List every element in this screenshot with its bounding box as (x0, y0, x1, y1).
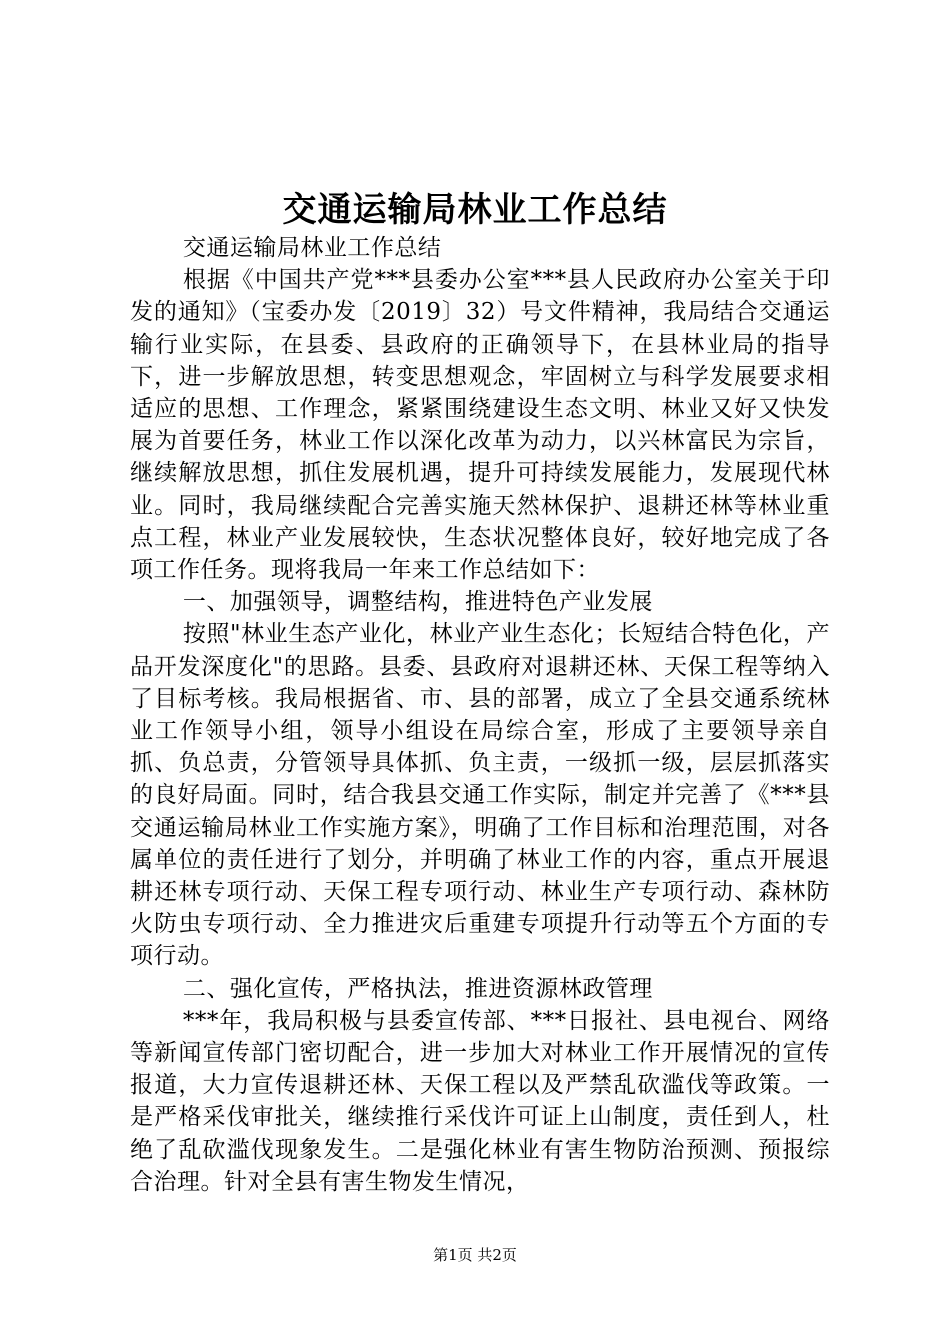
paragraph-intro: 根据《中国共产党***县委办公室***县人民政府办公室关于印发的通知》（宝委办发〔2019〕32）号文件精神，我局结合交通运输行业实际，在县委、县政府的正确领导下，在县林业局的指导下，进一步解放思想，转变思想观念，牢固树立与科学发展要求相适应的思想、工作理念，紧紧围绕建设生态文明、林业又好又快发展为首要任务，林业工作以深化改革为动力，以兴林富民为宗旨，继续解放思想，抓住发展机遇，提升可持续发展能力，发展现代林业。同时，我局继续配合完善实施天然林保护、退耕还林等林业重点工程，林业产业发展较快，生态状况整体良好，较好地完成了各项工作任务。现将我局一年来工作总结如下： (130, 267, 830, 584)
document-title: 交通运输局林业工作总结 (282, 190, 668, 230)
page-footer: 第1页 共2页 (433, 1246, 517, 1264)
section-heading-2: 二、强化宣传，严格执法，推进资源林政管理 (182, 975, 653, 1002)
section-heading-1: 一、加强领导，调整结构，推进特色产业发展 (182, 589, 653, 616)
document-body (130, 232, 830, 1198)
paragraph-section-2: ***年，我局积极与县委宣传部、***日报社、县电视台、网络等新闻宣传部门密切配合，进一步加大对林业工作开展情况的宣传报道，大力宣传退耕还林、天保工程以及严禁乱砍滥伐等政策。一是严格采伐审批关，继续推行采伐许可证上山制度，责任到人，杜绝了乱砍滥伐现象发生。二是强化林业有害生物防治预测、预报综合治理。针对全县有害生物发生情况， (130, 1007, 830, 1195)
paragraph-subtitle: 交通运输局林业工作总结 (182, 235, 442, 261)
paragraph-section-1: 按照"林业生态产业化，林业产业生态化；长短结合特色化，产品开发深度化"的思路。县委、县政府对退耕还林、天保工程等纳入了目标考核。我局根据省、市、县的部署，成立了全县交通系统林业工作领导小组，领导小组设在局综合室，形成了主要领导亲自抓、负总责，分管领导具体抓、负主责，一级抓一级，层层抓落实的良好局面。同时，结合我县交通工作实际，制定并完善了《***县交通运输局林业工作实施方案》，明确了工作目标和治理范围，对各属单位的责任进行了划分，并明确了林业工作的内容，重点开展退耕还林专项行动、天保工程专项行动、林业生产专项行动、森林防火防虫专项行动、全力推进灾后重建专项提升行动等五个方面的专项行动。 (130, 621, 830, 970)
